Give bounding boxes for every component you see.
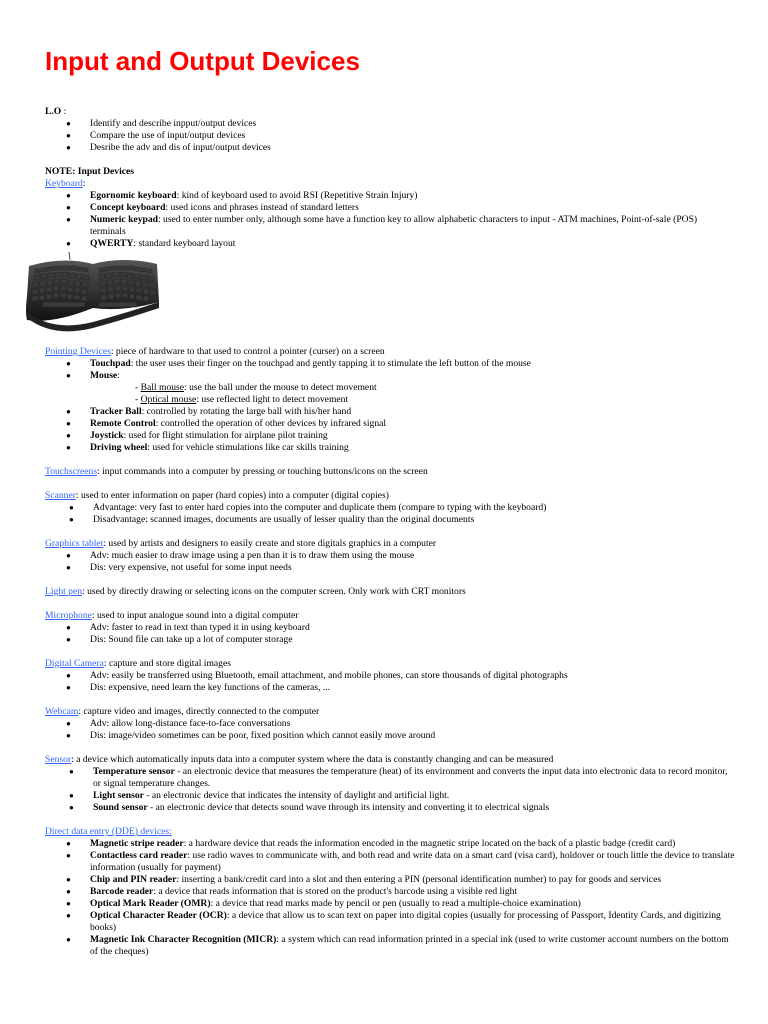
- bullet-icon: ●: [66, 683, 71, 692]
- list-item: ● QWERTY: standard keyboard layout: [66, 238, 236, 249]
- document-body: [45, 106, 735, 958]
- camera-list: [45, 670, 735, 694]
- bullet-icon: ●: [66, 731, 71, 740]
- list-item: ● Joystick: used for flight stimulation for airplane pilot training: [66, 430, 328, 441]
- digital-camera-heading: Digital Camera: capture and store digital images: [45, 658, 231, 669]
- bullet-icon: ●: [66, 839, 71, 848]
- note-heading: NOTE: Input Devices: [45, 166, 135, 177]
- lo-sep: :: [61, 106, 67, 117]
- list-item: ● Egornomic keyboard: kind of keyboard used to avoid RSI (Repetitive Strain Injury): [66, 190, 418, 201]
- list-item: ● Remote Control: controlled the operation of other devices by infrared signal: [66, 418, 387, 429]
- list-item: ● Light sensor - an electronic device that indicates the intensity of daylight and artificial light.: [69, 790, 450, 801]
- dde-heading: [45, 826, 735, 838]
- pointing-heading: Pointing Devices: piece of hardware to that used to control a pointer (curser) on a screen: [45, 346, 385, 357]
- bullet-icon: ●: [66, 851, 71, 860]
- keyboard-list: [45, 190, 735, 250]
- scanner-list: [45, 502, 735, 526]
- list-item: ● Dis: expensive, need learn the key functions of the cameras, ...: [66, 682, 331, 693]
- list-item: ● Advantage: very fast to enter hard copies into the computer and duplicate them (compare to typing with the keyboard): [69, 502, 547, 513]
- bullet-icon: ●: [69, 515, 74, 524]
- bullet-icon: ●: [69, 791, 74, 800]
- list-item: ● Chip and PIN reader: inserting a bank/credit card into a slot and then entering a PIN (personal identification number) to pay for goods and services: [66, 874, 662, 885]
- list-item: ● Optical Mark Reader (OMR): a device that read marks made by pencil or pen (usually to read a multiple-choice examination): [66, 898, 581, 909]
- keyboard-link[interactable]: Keyboard: [45, 178, 83, 189]
- bullet-icon: ●: [66, 215, 71, 224]
- scanner-heading: Scanner: used to enter information on paper (hard copies) into a computer (digital copies): [45, 490, 389, 501]
- pointing-list: [45, 358, 735, 382]
- optical-mouse-line: - Optical mouse: use reflected light to detect movement: [135, 394, 349, 405]
- bullet-icon: ●: [66, 935, 71, 944]
- bullet-icon: ●: [66, 887, 71, 896]
- list-item: ● Dis: very expensive, not useful for some input needs: [66, 562, 292, 573]
- bullet-icon: ●: [69, 503, 74, 512]
- keyboard-heading: Keyboard:: [45, 178, 86, 189]
- scanner-link[interactable]: Scanner: [45, 490, 76, 501]
- touchscreens-link[interactable]: Touchscreens: [45, 466, 98, 477]
- lo-label: L.O: [45, 106, 62, 117]
- bullet-icon: ●: [66, 371, 71, 380]
- bullet-icon: ●: [69, 803, 74, 812]
- list-item: ● Optical Character Reader (OCR): a device that allow us to scan text on paper into digital copies (usually for processing of Passport, Identity Cards, and digitizing books): [66, 910, 721, 933]
- microphone-list: [45, 622, 735, 646]
- list-item: ● Sound sensor - an electronic device that detects sound wave through its intensity and converting it to electrical signals: [69, 802, 550, 813]
- light-pen-heading: Light pen: used by directly drawing or selecting icons on the computer screen. Only work with CRT monitors: [45, 586, 466, 597]
- list-item: ● Numeric keypad: used to enter number only, although some have a function key to allow alphabetic characters to input - ATM machines, Point-of-sale (POS) terminals: [66, 214, 698, 237]
- list-item: ● Adv: allow long-distance face-to-face conversations: [66, 718, 291, 729]
- list-item: ● Tracker Ball: controlled by rotating the large ball with his/her hand: [66, 406, 352, 417]
- list-item: ● Adv: faster to read in text than typed it in using keyboard: [66, 622, 310, 633]
- list-item: ● Dis: image/video sometimes can be poor, fixed position which cannot easily move around: [66, 730, 436, 741]
- webcam-heading: Webcam: capture video and images, directly connected to the computer: [45, 706, 320, 717]
- bullet-icon: ●: [66, 623, 71, 632]
- graphics-tablet-link[interactable]: Graphics tablet: [45, 538, 104, 549]
- bullet-icon: ●: [66, 431, 71, 440]
- lo-list: [45, 118, 735, 154]
- bullet-icon: ●: [66, 911, 71, 920]
- bullet-icon: ●: [66, 191, 71, 200]
- bullet-icon: ●: [66, 239, 71, 248]
- bullet-icon: ●: [66, 899, 71, 908]
- keyboard-image-area: [45, 250, 735, 346]
- list-item: ● Touchpad: the user uses their finger on the touchpad and gently tapping it to stimulate the left button of the mouse: [66, 358, 531, 369]
- bullet-icon: ●: [69, 767, 74, 776]
- bullet-icon: ●: [66, 551, 71, 560]
- bullet-icon: ●: [66, 359, 71, 368]
- bullet-icon: ●: [66, 203, 71, 212]
- list-item: ● Compare the use of input/output devices: [66, 130, 246, 141]
- pointing-list-2: [45, 406, 735, 454]
- list-item: ● Mouse:: [66, 370, 120, 381]
- list-item: ● Adv: much easier to draw image using a pen than it is to draw them using the mouse: [66, 550, 415, 561]
- bullet-icon: ●: [66, 143, 71, 152]
- sensor-heading: Sensor: a device which automatically inputs data into a computer system where the data is constantly changing and can be measured: [45, 754, 554, 765]
- list-item: ● Temperature sensor - an electronic device that measures the temperature (heat) of its environment and converts the input data into electronic data to record monitor, or signal temperature changes.: [69, 766, 728, 789]
- page-title: Input and Output Devices: [45, 46, 360, 76]
- light-pen-link[interactable]: Light pen: [45, 586, 83, 597]
- list-item: ● Adv: easily be transferred using Bluetooth, email attachment, and mobile phones, can store thousands of digital photographs: [66, 670, 568, 681]
- list-item: ● Magnetic Ink Character Recognition (MICR): a system which can read information printed in a special ink (used to write customer account numbers on the bottom of the cheques): [66, 934, 729, 957]
- list-item: ● Desribe the adv and dis of input/output devices: [66, 142, 271, 153]
- list-item: ● Contactless card reader: use radio waves to communicate with, and both read and write data on a smart card (visa card), holdover or touch little the device to translate information (usually for payment): [66, 850, 735, 873]
- list-item: ● Magnetic stripe reader: a hardware device that reads the information encoded in the magnetic stripe located on the back of a plastic badge (credit card): [66, 838, 676, 849]
- dde-link[interactable]: Direct data entry (DDE) devices:: [45, 826, 172, 837]
- bullet-icon: ●: [66, 719, 71, 728]
- bullet-icon: ●: [66, 875, 71, 884]
- webcam-list: [45, 718, 735, 742]
- ball-mouse-line: - Ball mouse: use the ball under the mouse to detect movement: [135, 382, 377, 393]
- bullet-icon: ●: [66, 635, 71, 644]
- bullet-icon: ●: [66, 407, 71, 416]
- graphics-list: [45, 550, 735, 574]
- digital-camera-link[interactable]: Digital Camera: [45, 658, 104, 669]
- ergonomic-keyboard-image: [23, 252, 163, 334]
- bullet-icon: ●: [66, 119, 71, 128]
- touchscreens-heading: Touchscreens: input commands into a computer by pressing or touching buttons/icons on the screen: [45, 466, 428, 477]
- list-item: ● Barcode reader: a device that reads information that is stored on the product's barcode using a visible red light: [66, 886, 518, 897]
- sensor-link[interactable]: Sensor: [45, 754, 72, 765]
- lo-heading: [45, 106, 735, 118]
- list-item: ● Dis: Sound file can take up a lot of computer storage: [66, 634, 293, 645]
- bullet-icon: ●: [66, 131, 71, 140]
- list-item: ● Concept keyboard: used icons and phrases instead of standard letters: [66, 202, 359, 213]
- bullet-icon: ●: [66, 671, 71, 680]
- pointing-devices-link[interactable]: Pointing Devices: [45, 346, 111, 357]
- bullet-icon: ●: [66, 419, 71, 428]
- microphone-link[interactable]: Microphone: [45, 610, 92, 621]
- list-item: ● Disadvantage: scanned images, documents are usually of lesser quality than the original documents: [69, 514, 475, 525]
- dde-list: [45, 838, 735, 958]
- graphics-tablet-heading: Graphics tablet: used by artists and designers to easily create and store digitals graphics in a computer: [45, 538, 437, 549]
- bullet-icon: ●: [66, 443, 71, 452]
- list-item: ● Identify and describe inpput/output devices: [66, 118, 257, 129]
- webcam-link[interactable]: Webcam: [45, 706, 79, 717]
- microphone-heading: Microphone: used to input analogue sound into a digital computer: [45, 610, 299, 621]
- list-item: ● Driving wheel: used for vehicle stimulations like car skills training: [66, 442, 349, 453]
- sensor-list: [45, 766, 735, 814]
- bullet-icon: ●: [66, 563, 71, 572]
